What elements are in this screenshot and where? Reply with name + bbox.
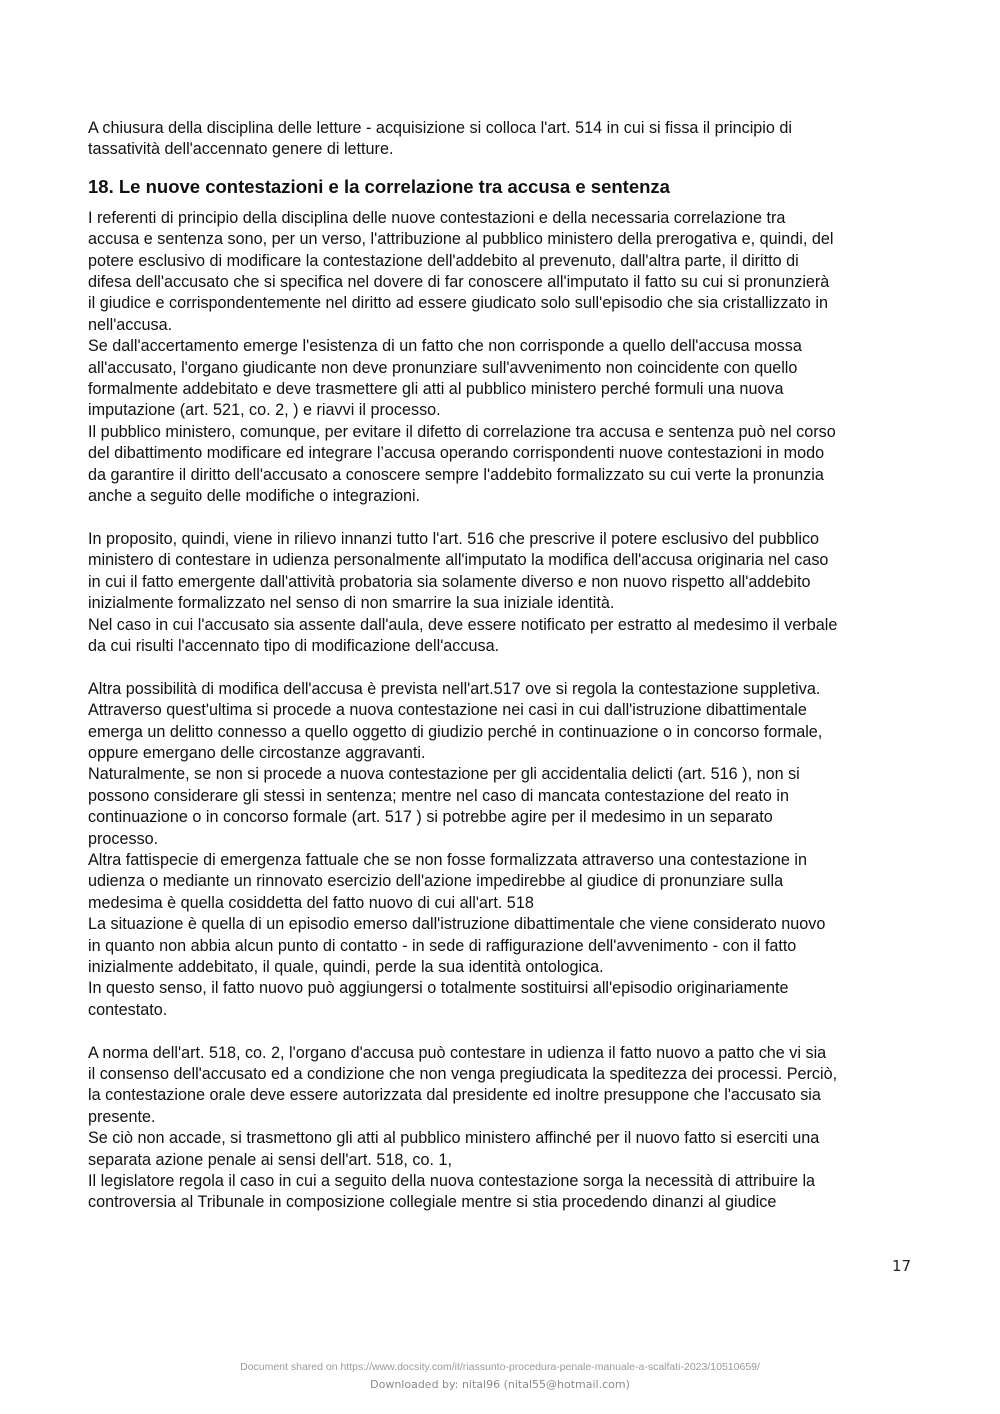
paragraph-gap (88, 508, 918, 529)
text-line: Se dall'accertamento emerge l'esistenza di un fatto che non corrisponde a quello dell'accusa mossa (88, 337, 802, 356)
text-line: nell'accusa. (88, 315, 173, 334)
paragraph-1 (88, 208, 918, 508)
text-line: emerga un delitto connesso a quello oggetto di giudizio perché in continuazione o in concorso formale, (88, 722, 823, 741)
text-line: in quanto non abbia alcun punto di contatto - in sede di raffigurazione dell'avvenimento - con il fatto (88, 936, 797, 955)
text-line: del dibattimento modificare ed integrare l’accusa operando corrispondenti nuove contestazioni in modo (88, 444, 825, 463)
text-line: accusa e sentenza sono, per un verso, l'attribuzione al pubblico ministero della prerogativa e, quindi, del (88, 230, 834, 249)
paragraph-gap (88, 657, 918, 678)
text-line: inizialmente addebitato, il quale, quindi, perde la sua identità ontologica. (88, 958, 604, 976)
text-line: separata azione penale ai sensi dell'art. 518, co. 1, (88, 1150, 452, 1169)
text-line: continuazione o in concorso formale (art. 517 ) si potrebbe agire per il medesimo in un separato (88, 808, 773, 827)
text-line: anche a seguito delle modifiche o integrazioni. (88, 487, 421, 506)
footer-shared-link[interactable]: Document shared on https://www.docsity.com/it/riassunto-procedura-penale-manuale-a-scalfati-2023/10510659/ (240, 1361, 760, 1373)
text-line: il consenso dell'accusato ed a condizione che non venga pregiudicata la speditezza dei processi. Perciò, (88, 1065, 838, 1084)
text-line: inizialmente formalizzato nel senso di non smarrire la sua iniziale identità. (88, 594, 615, 613)
text-line: In proposito, quindi, viene in rilievo innanzi tutto l'art. 516 che prescrive il potere esclusivo del pubblico (88, 529, 820, 548)
paragraph-3 (88, 679, 918, 1022)
paragraph-4 (88, 1043, 918, 1214)
text-line: ministero di contestare in udienza personalmente all'imputato la modifica dell'accusa originaria nel caso (88, 551, 829, 570)
text-line: udienza o mediante un rinnovato esercizio dell'azione impedirebbe al giudice di pronunziare sulla (88, 872, 784, 891)
text-line: presente. (88, 1107, 156, 1126)
text-line: possono considerare gli stessi in sentenza; mentre nel caso di mancata contestazione del reato in (88, 786, 789, 805)
text-line: il giudice e corrispondentemente nel diritto ad essere giudicato solo sull'episodio che sia cristallizzato in (88, 294, 829, 313)
text-line: Il pubblico ministero, comunque, per evitare il difetto di correlazione tra accusa e sentenza può nel corso (88, 422, 836, 441)
paragraph-2 (88, 529, 918, 657)
text-line: difesa dell'accusato che si specifica nel dovere di far conoscere all'imputato il fatto su cui si pronunzierà (88, 273, 830, 292)
text-line: da cui risulti l'accennato tipo di modificazione dell'accusa. (88, 636, 500, 655)
text-line: da garantire il diritto dell'accusato a conoscere sempre l'addebito formalizzato su cui verte la pronunzia (88, 465, 824, 484)
text-line: oppure emergano delle circostanze aggravanti. (88, 743, 426, 762)
text-line: medesima è quella cosiddetta del fatto nuovo di cui all'art. 518 (88, 893, 534, 912)
text-line: Altra fattispecie di emergenza fattuale che se non fosse formalizzata attraverso una contestazione in (88, 850, 807, 869)
text-line: imputazione (art. 521, co. 2, ) e riavvi il processo. (88, 401, 441, 420)
intro-paragraph (88, 118, 918, 161)
text-line: in cui il fatto emergente dall'attività probatoria sia solamente diverso e non nuovo rispetto all'addebito (88, 572, 811, 591)
text-line: Il legislatore regola il caso in cui a seguito della nuova contestazione sorga la necessità di attribuire la (88, 1172, 816, 1191)
text-line: A norma dell'art. 518, co. 2, l'organo d'accusa può contestare in udienza il fatto nuovo a patto che vi sia (88, 1043, 827, 1062)
document-body (88, 118, 918, 1214)
text-line: potere esclusivo di modificare la contestazione dell'addebito al prevenuto, dall'altra parte, il diritto di (88, 251, 799, 270)
text-line: controversia al Tribunale in composizione collegiale mentre si stia procedendo dinanzi al giudice (88, 1193, 777, 1212)
text-line: tassatività dell'accennato genere di letture. (88, 140, 394, 159)
text-line: Altra possibilità di modifica dell'accusa è prevista nell'art.517 ove si regola la contestazione suppletiva. (88, 679, 821, 698)
text-line: In questo senso, il fatto nuovo può aggiungersi o totalmente sostituirsi all'episodio originariamente (88, 979, 789, 998)
text-line: La situazione è quella di un episodio emerso dall'istruzione dibattimentale che viene considerato nuovo (88, 915, 826, 934)
text-line: formalmente addebitato e deve trasmettere gli atti al pubblico ministero perché formuli una nuova (88, 380, 784, 399)
text-line: la contestazione orale deve essere autorizzata dal presidente ed inoltre presuppone che l'accusato sia (88, 1086, 821, 1105)
text-line: A chiusura della disciplina delle letture - acquisizione si colloca l'art. 514 in cui si fissa il principio di (88, 119, 792, 137)
footer-downloaded-by: Downloaded by: nital96 (nital55@hotmail.com) (370, 1378, 630, 1391)
paragraph-gap (88, 1021, 918, 1042)
section-heading: 18. Le nuove contestazioni e la correlazione tra accusa e sentenza (88, 175, 670, 197)
text-line: I referenti di principio della disciplina delle nuove contestazioni e della necessaria correlazione tra (88, 208, 786, 227)
text-line: Attraverso quest'ultima si procede a nuova contestazione nei casi in cui dall'istruzione dibattimentale (88, 701, 807, 720)
text-line: all'accusato, l'organo giudicante non deve pronunziare sull'avvenimento non coincidente con quello (88, 358, 798, 377)
page-number: 17 (892, 1257, 912, 1275)
text-line: Nel caso in cui l'accusato sia assente dall'aula, deve essere notificato per estratto al medesimo il verbale (88, 615, 838, 634)
text-line: Naturalmente, se non si procede a nuova contestazione per gli accidentalia delicti (art. 516 ), non si (88, 765, 800, 784)
text-line: Se ciò non accade, si trasmettono gli atti al pubblico ministero affinché per il nuovo fatto si eserciti una (88, 1129, 820, 1148)
text-line: contestato. (88, 1000, 168, 1019)
text-line: processo. (88, 829, 159, 848)
